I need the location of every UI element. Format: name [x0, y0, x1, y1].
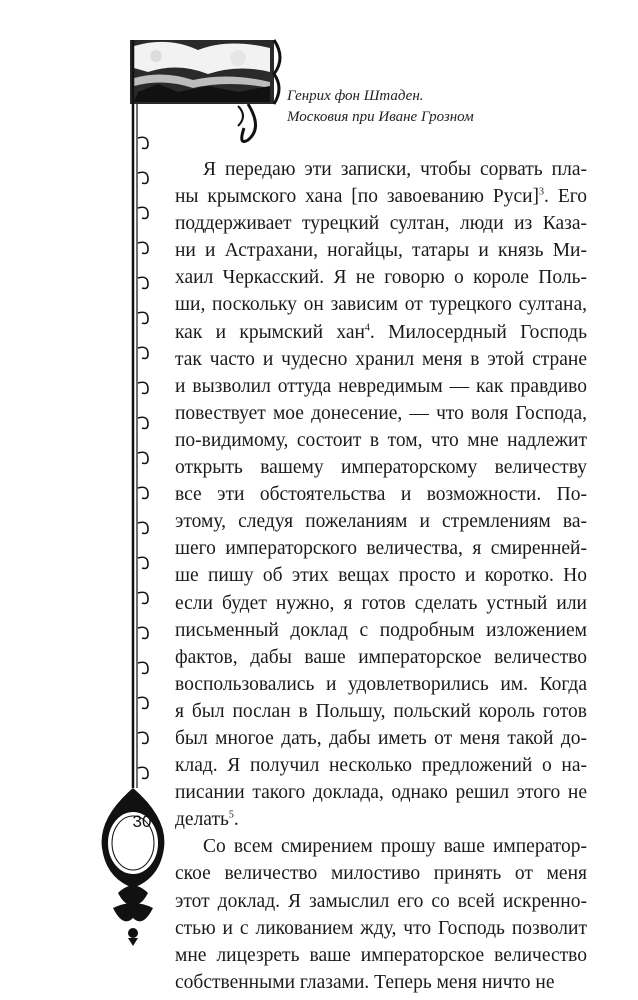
text-line: так часто и чудесно хранил меня в этой стране	[175, 348, 587, 370]
text-line: ши, поскольку он зависим от турецкого султана,	[175, 294, 587, 316]
text-line: ское величество милостиво принять от меня	[175, 863, 587, 885]
text-line: как и крымский хан$^4$. Милосердный Господь	[175, 321, 587, 343]
text-line: и вызволил оттуда невредимым — как правдиво	[175, 375, 587, 397]
text-line: Я передаю эти записки, чтобы сорвать пла-	[203, 159, 587, 180]
banner-illustration	[130, 40, 280, 104]
text-line: я был послан в Польшу, польский король готов	[175, 700, 587, 722]
text-line: стью и с ликованием жду, что Господь позволит	[175, 917, 587, 939]
text-line: делать$^5$.	[175, 809, 239, 831]
text-line: мне лицезреть ваше императорское величество	[175, 944, 587, 966]
border-motifs	[138, 137, 148, 778]
text-line: этому, следуя пожеланиям и стремлениям ва-	[175, 511, 587, 533]
text-line: фактов, дабы ваше императорское величество	[175, 646, 587, 668]
text-line: был многое дать, дабы иметь от меня такой до-	[175, 727, 587, 749]
pendant-ornament	[113, 886, 153, 947]
text-line: воспользовались и удовлетворились им. Когда	[175, 673, 587, 695]
footnote-marker: 3	[539, 186, 545, 198]
text-line: этот доклад. Я замыслил его со всей искренно-	[175, 890, 587, 912]
text-line: Со всем смирением прошу ваше император-	[203, 836, 587, 858]
text-line: поддерживает турецкий султан, люди из Каза-	[175, 213, 587, 235]
text-line: писании такого доклада, однако решил этого не	[175, 782, 587, 804]
paragraph	[175, 156, 587, 833]
text-line: все эти обстоятельства и возможности. По-	[175, 484, 587, 506]
text-line: по-видимому, состоит в том, что мне надлежит	[175, 429, 587, 451]
text-line: собственными глазами. Теперь меня ничто не	[175, 971, 555, 993]
page-number-medallion	[102, 788, 165, 888]
running-head-title: Московия при Иване Грозном	[287, 109, 474, 125]
text-line: ни и Астрахани, ногайцы, татары и князь Ми-	[175, 240, 587, 262]
text-line: ны крымского хана [по завоеванию Руси]$^3$. Его	[175, 186, 587, 208]
scroll-ornament	[242, 104, 256, 142]
footnote-marker: 5	[228, 809, 234, 821]
text-line: письменный доклад с подробным изложением	[175, 619, 587, 641]
running-head	[287, 86, 617, 128]
text-line: хаил Черкасский. Я не говорю о короле Поль-	[175, 267, 587, 289]
footnote-marker: 4	[364, 322, 370, 334]
text-line: клад. Я получил несколько предложений о на-	[175, 755, 587, 777]
text-line: открыть вашему императорскому величеству	[175, 457, 587, 479]
text-line: повествует мое донесение, — что воля Господа,	[175, 402, 587, 424]
body-text	[175, 156, 587, 996]
text-line: если будет нужно, я готов сделать устный или	[175, 592, 587, 614]
running-head-author: Генрих фон Штаден.	[287, 88, 424, 104]
text-line: ше пишу об этих вещах просто и коротко. Но	[175, 565, 587, 587]
page-number: 30	[132, 812, 152, 831]
paragraph	[175, 833, 587, 996]
text-line: шего императорского величества, я смиренней-	[175, 538, 587, 560]
